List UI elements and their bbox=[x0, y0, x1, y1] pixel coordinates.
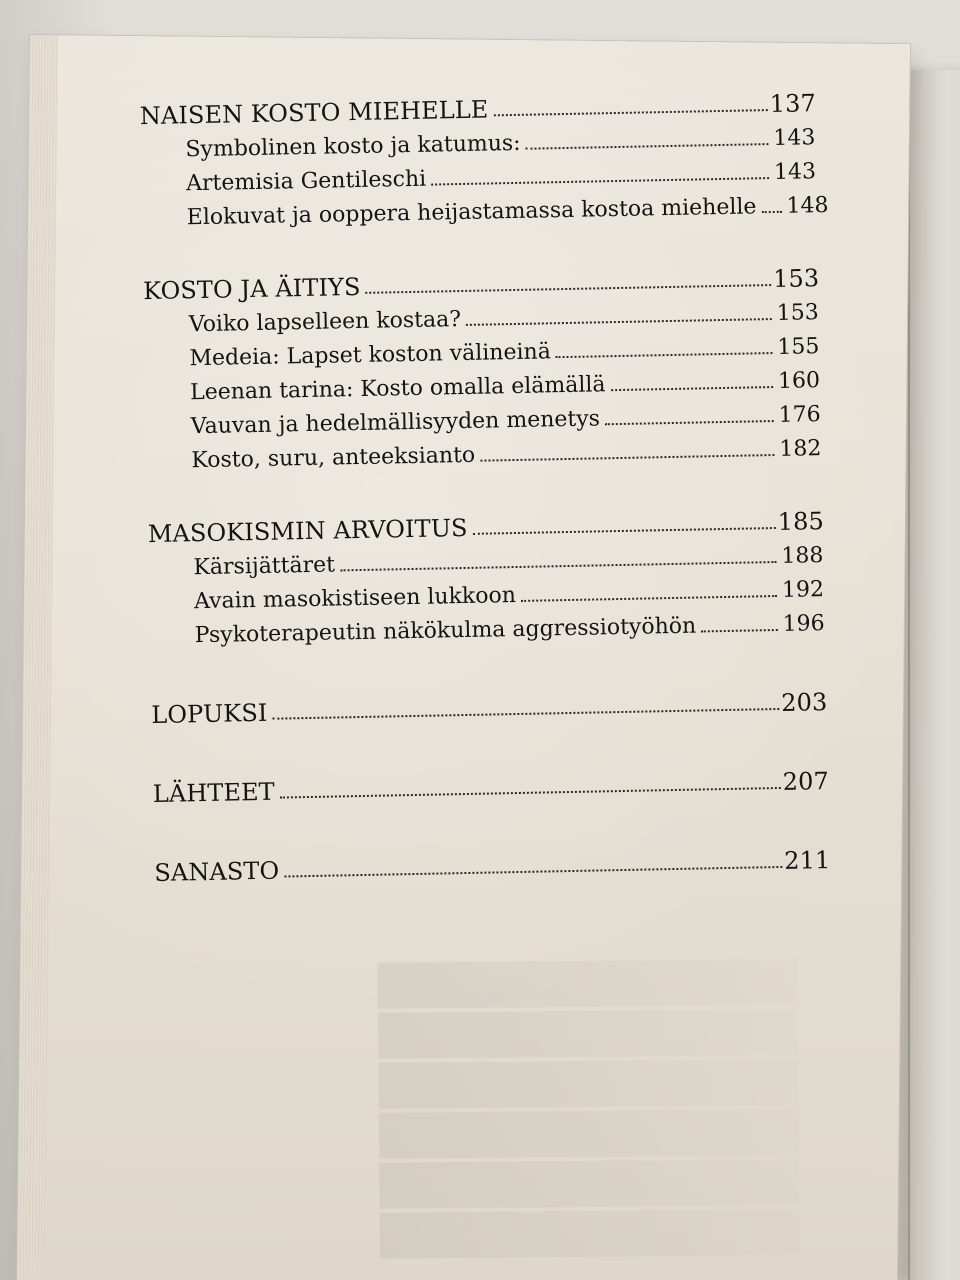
toc-subentry-title: Kärsijättäret bbox=[193, 552, 336, 581]
dot-leader bbox=[284, 866, 782, 878]
toc-section-lopuksi bbox=[151, 674, 828, 730]
toc-page-number: 196 bbox=[782, 611, 825, 637]
toc-page-number: 143 bbox=[773, 125, 816, 151]
dot-leader bbox=[473, 527, 776, 535]
toc-section-sanasto bbox=[154, 832, 831, 888]
toc-chapter-title: LOPUKSI bbox=[151, 698, 268, 730]
toc-section-masokismin-arvoitus bbox=[147, 499, 824, 648]
toc-chapter[interactable] bbox=[154, 832, 831, 888]
toc-page-number: 192 bbox=[781, 577, 825, 603]
dot-leader bbox=[480, 454, 774, 462]
toc-chapter[interactable] bbox=[151, 674, 828, 730]
toc-chapter[interactable] bbox=[152, 753, 830, 809]
toc-page-number: 153 bbox=[772, 264, 820, 294]
toc-subentry-title: Medeia: Lapset koston välineinä bbox=[189, 339, 552, 372]
toc-subentry-title: Avain masokistiseen lukkoon bbox=[193, 583, 517, 615]
dot-leader bbox=[526, 143, 769, 150]
dot-leader bbox=[762, 211, 782, 213]
show-through-text bbox=[377, 959, 800, 1263]
next-page-edge bbox=[908, 70, 960, 1280]
dot-leader bbox=[280, 787, 781, 799]
toc-page-number: 188 bbox=[781, 543, 824, 569]
toc-section-kosto-ja-aitiys bbox=[143, 256, 822, 473]
toc-page-number: 137 bbox=[769, 89, 817, 119]
toc-page-number: 207 bbox=[782, 767, 830, 796]
toc-chapter-title: MASOKISMIN ARVOITUS bbox=[147, 513, 468, 549]
toc-page-number: 153 bbox=[776, 300, 819, 326]
toc-subentry-title: Voiko lapselleen kostaa? bbox=[188, 307, 462, 338]
dot-leader bbox=[493, 109, 767, 116]
dot-leader bbox=[701, 629, 778, 632]
toc-page-number: 148 bbox=[786, 192, 829, 219]
dot-leader bbox=[521, 595, 777, 602]
book-page bbox=[16, 35, 910, 1280]
table-of-contents bbox=[139, 81, 831, 888]
toc-subentry-title: Psykoterapeutin näkökulma aggressiotyöhön bbox=[194, 613, 697, 649]
dot-leader bbox=[605, 420, 774, 425]
toc-page-number: 182 bbox=[779, 436, 822, 462]
toc-subentry-title: Symbolinen kosto ja katumus: bbox=[185, 130, 521, 163]
toc-subentry-title: Artemisia Gentileschi bbox=[185, 166, 427, 197]
dot-leader bbox=[611, 386, 774, 391]
toc-chapter-title: KOSTO JA ÄITIYS bbox=[142, 272, 361, 306]
toc-subentry-title: Elokuvat ja ooppera heijastamassa kostoa miehelle bbox=[186, 194, 757, 231]
toc-page-number: 185 bbox=[777, 507, 825, 536]
toc-section-lahteet bbox=[152, 753, 830, 809]
toc-subentry-title: Leenan tarina: Kosto omalla elämällä bbox=[189, 372, 606, 406]
toc-subentry-title: Vauvan ja hedelmällisyyden menetys bbox=[190, 406, 601, 440]
toc-page-number: 143 bbox=[773, 159, 817, 185]
toc-page-number: 155 bbox=[777, 334, 820, 360]
toc-page-number: 211 bbox=[783, 846, 831, 875]
toc-subentry-title: Kosto, suru, anteeksianto bbox=[191, 442, 476, 474]
toc-page-number: 176 bbox=[778, 402, 821, 428]
toc-section-naisen-kosto bbox=[139, 81, 829, 231]
dot-leader bbox=[466, 318, 772, 326]
toc-chapter-title: LÄHTEET bbox=[152, 777, 276, 809]
toc-chapter-title: SANASTO bbox=[154, 856, 280, 888]
toc-page-number: 203 bbox=[780, 688, 828, 717]
toc-chapter-title: NAISEN KOSTO MIEHELLE bbox=[139, 95, 489, 131]
toc-page-number: 160 bbox=[777, 368, 821, 394]
dot-leader bbox=[273, 708, 780, 720]
dot-leader bbox=[556, 352, 773, 358]
